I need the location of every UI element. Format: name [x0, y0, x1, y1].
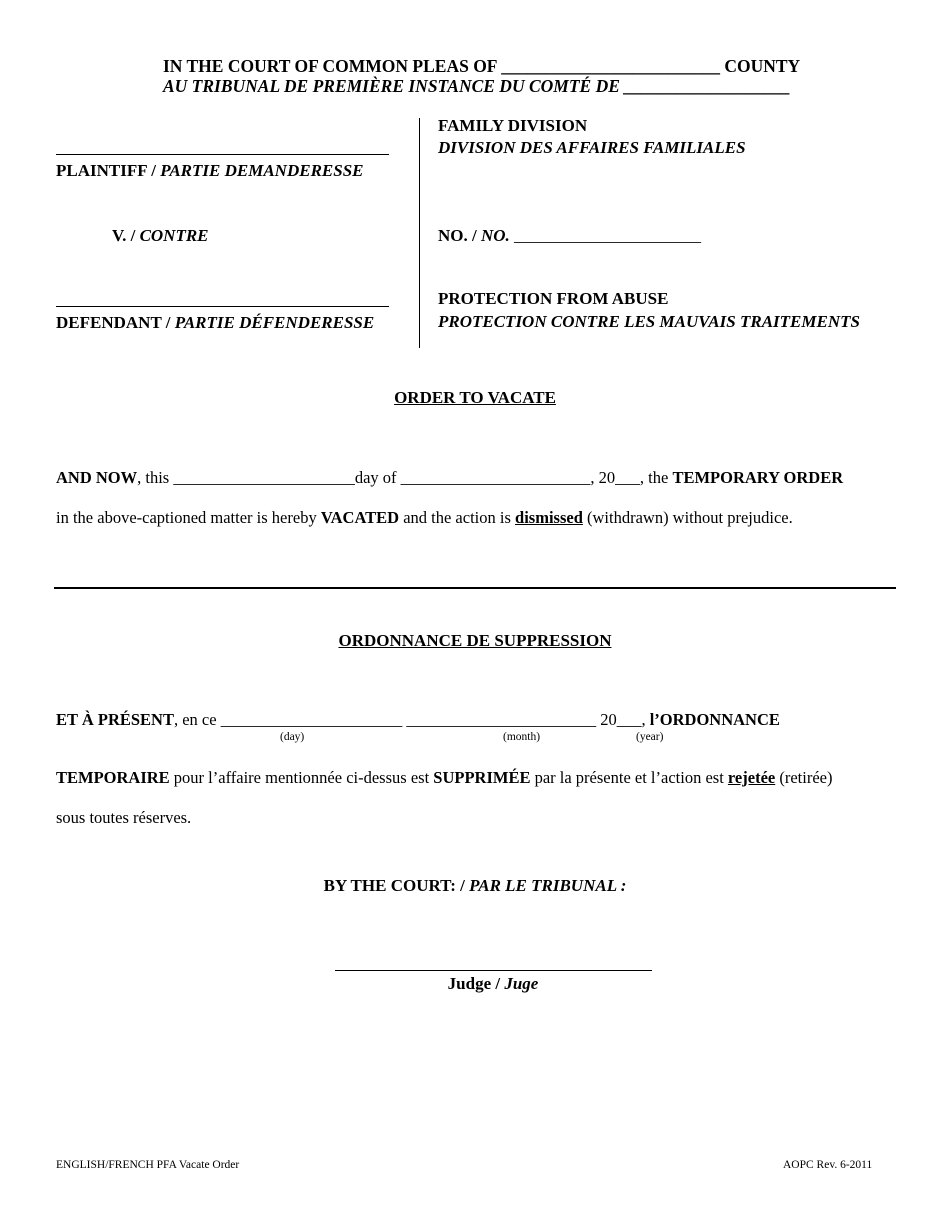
division-en: FAMILY DIVISION	[438, 116, 588, 135]
ordonnance-label: l’ORDONNANCE	[649, 710, 780, 729]
date-fill-fr[interactable]: , en ce ______________________ _______________________ 20___,	[173, 710, 650, 729]
text-segment: par la présente et l’action est	[530, 768, 728, 787]
by-the-court	[0, 876, 950, 896]
judge-signature-line[interactable]	[335, 970, 652, 971]
versus-label-fr: CONTRE	[139, 226, 209, 245]
order-line-1-fr	[56, 710, 780, 730]
plaintiff-label-en: PLAINTIFF /	[56, 161, 156, 180]
dismissed-label: dismissed	[515, 508, 583, 527]
judge-label-fr: Juge	[504, 974, 539, 993]
et-a-present-label: ET À PRÉSENT	[56, 710, 174, 729]
versus-label-en: V. /	[112, 226, 136, 245]
order-title-en: ORDER TO VACATE	[394, 388, 556, 407]
caption-divider	[419, 118, 420, 348]
by-the-court-fr: PAR LE TRIBUNAL :	[469, 876, 627, 895]
defendant-label	[56, 313, 374, 333]
and-now-label: AND NOW	[56, 468, 138, 487]
plaintiff-signature-line	[56, 154, 389, 155]
section-separator	[54, 587, 896, 589]
court-heading-fr: AU TRIBUNAL DE PREMIÈRE INSTANCE DU COMTÉ DE ___________________	[163, 76, 791, 96]
text-segment: pour l’affaire mentionnée ci-dessus est	[169, 768, 434, 787]
pfa-fr: PROTECTION CONTRE LES MAUVAIS TRAITEMENTS	[438, 312, 860, 331]
order-line-2-fr	[56, 768, 832, 788]
order-line-2-en	[56, 508, 793, 528]
versus-label	[112, 226, 209, 246]
division-fr: DIVISION DES AFFAIRES FAMILIALES	[438, 138, 746, 157]
court-heading-en: IN THE COURT OF COMMON PLEAS OF _________________________ COUNTY	[163, 56, 801, 76]
text-segment: (withdrawn) without prejudice.	[582, 508, 793, 527]
plaintiff-label-fr: PARTIE DEMANDERESSE	[160, 161, 364, 180]
defendant-signature-line	[56, 306, 389, 307]
text-segment: and the action is	[399, 508, 516, 527]
hint-year: (year)	[636, 731, 664, 743]
case-number-label-fr: NO.	[480, 226, 510, 245]
vacated-label: VACATED	[320, 508, 400, 527]
plaintiff-label	[56, 161, 364, 181]
judge-label	[0, 974, 950, 994]
pfa-en: PROTECTION FROM ABUSE	[438, 289, 669, 308]
by-the-court-en: BY THE COURT: /	[323, 876, 465, 895]
order-line-1-en	[56, 468, 843, 488]
judge-label-en: Judge /	[447, 974, 501, 993]
rejetee-label: rejetée	[727, 768, 776, 787]
order-line-3-fr: sous toutes réserves.	[56, 808, 192, 827]
date-fill-en[interactable]: , this ______________________day of _______________________, 20___, the	[137, 468, 673, 487]
footer-form-name: ENGLISH/FRENCH PFA Vacate Order	[56, 1159, 240, 1171]
text-segment: (retirée)	[775, 768, 833, 787]
case-number-label-en: NO. /	[438, 226, 477, 245]
temporary-order-label: TEMPORARY ORDER	[672, 468, 844, 487]
text-segment: in the above-captioned matter is hereby	[56, 508, 321, 527]
temporaire-label: TEMPORAIRE	[56, 768, 170, 787]
hint-day: (day)	[280, 731, 305, 743]
case-number	[438, 226, 701, 246]
supprimee-label: SUPPRIMÉE	[433, 768, 531, 787]
case-number-blank[interactable]: ______________________	[514, 226, 702, 245]
defendant-label-fr: PARTIE DÉFENDERESSE	[174, 313, 375, 332]
defendant-label-en: DEFENDANT /	[56, 313, 171, 332]
order-title-fr: ORDONNANCE DE SUPPRESSION	[338, 631, 612, 650]
footer-revision: AOPC Rev. 6-2011	[783, 1159, 873, 1171]
hint-month: (month)	[503, 731, 541, 743]
